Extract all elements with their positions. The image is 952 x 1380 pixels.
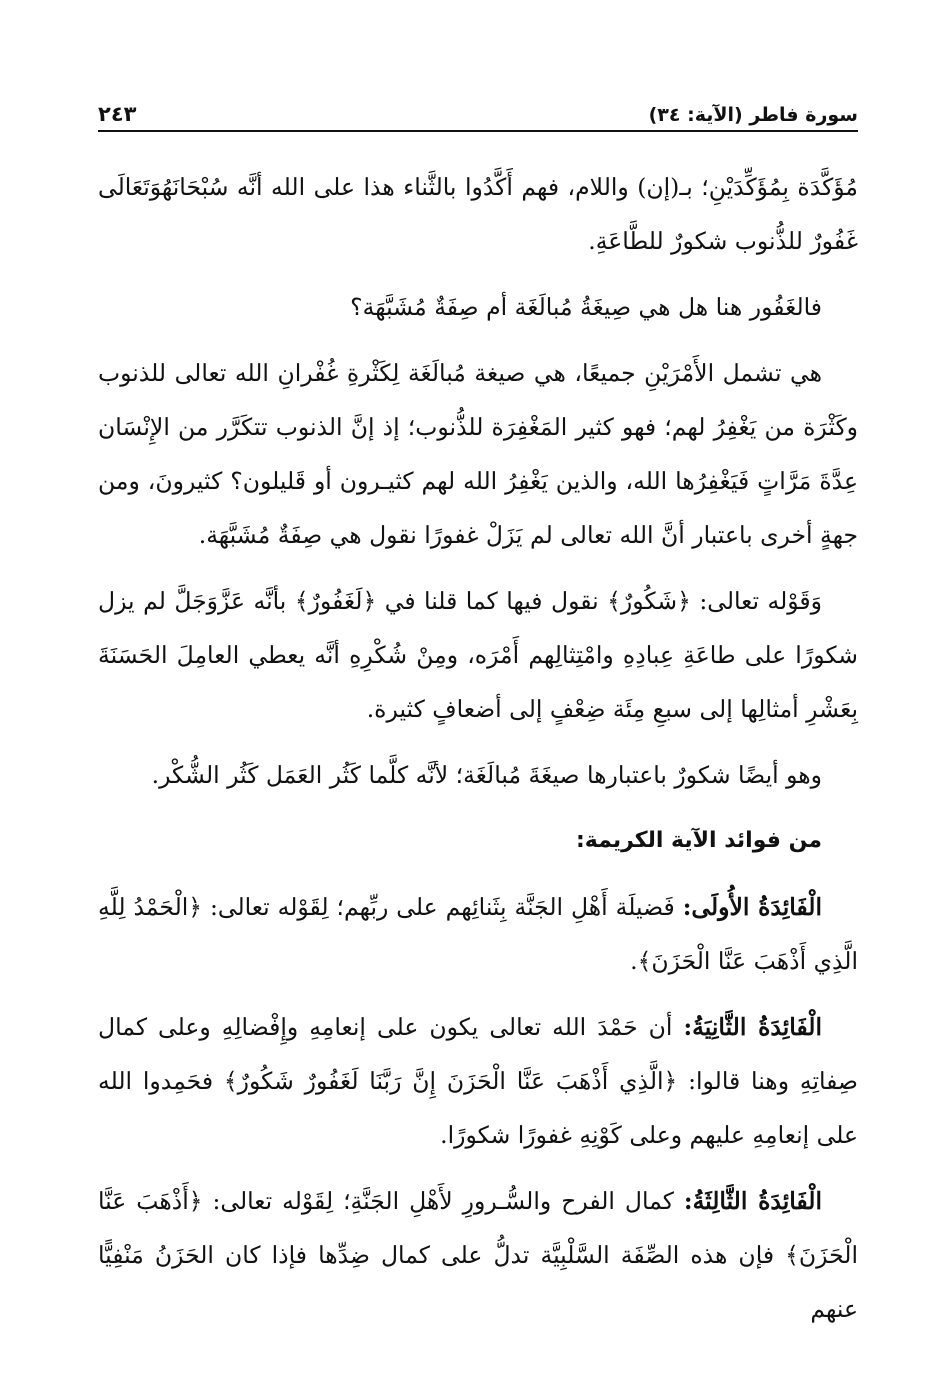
surah-title: سورة فاطر (الآية: ٣٤) — [648, 104, 858, 126]
benefit-3-text: كمال الفرح والسُّـرورِ لأَهْلِ الجَنَّةِ؛ لِقَوْله تعالى: ﴿أَذْهَبَ عَنَّا الْحَزَنَ﴾ فإن هذه الصِّفَة السَّلْبِيَّة تدلُّ على كمال ضِدِّها فإذا كان الحَزَنُ مَنْفِيًّا عنهم — [98, 1187, 858, 1323]
benefit-1 — [98, 880, 858, 988]
page-number: ٢٤٣ — [98, 102, 137, 126]
benefit-1-term: الْفَائِدَةُ الأُولَى: — [682, 893, 822, 921]
paragraph-3: هي تشمل الأَمْرَيْنِ جميعًا، هي صيغة مُبالَغَة لِكَثْرةِ غُفْرانِ الله تعالى للذنوب وكَثْرَة من يَغْفِرُ لهم؛ فهو كثير المَغْفِرَة للذُّنوب؛ إذ إنَّ الذنوب تتكَرَّر من الإِنْسَان عِدَّةَ مَرَّاتٍ فَيَغْفِرُها الله، والذين يَغْفِرُ الله لهم كثيـرون أو قَليلون؟ كثيرونَ، ومن جهةٍ أخرى باعتبار أنَّ الله تعالى لم يَزَلْ غفورًا نقول هي صِفَةٌ مُشَبَّهَة. — [98, 359, 858, 549]
benefit-2-text: أن حَمْدَ الله تعالى يكون على إنعامِهِ وإِفْضالِهِ وعلى كمال صِفاتِهِ وهنا قالوا: ﴿الَّذِي أَذْهَبَ عَنَّا الْحَزَنَ إِنَّ رَبَّنَا لَغَفُورٌ شَكُورٌ﴾ فحَمِدوا الله على إنعامِهِ عليهم وعلى كَوْنِهِ غفورًا شكورًا. — [98, 1013, 858, 1149]
page-body — [98, 160, 858, 1348]
section-heading: من فوائد الآية الكريمة: — [575, 828, 822, 853]
paragraph-2: فالغَفُور هنا هل هي صِيغَةُ مُبالَغَة أم صِفَةٌ مُشَبَّهَة؟ — [350, 293, 822, 321]
benefit-1-text: فَضيلَة أَهْلِ الجَنَّة بِثَنائِهم على ربِّهم؛ لِقَوْله تعالى: ﴿الْحَمْدُ لِلَّهِ الَّذِي أَذْهَبَ عَنَّا الْحَزَنَ﴾. — [98, 893, 858, 975]
benefit-2 — [98, 1000, 858, 1162]
paragraph-4: وَقَوْله تعالى: ﴿شَكُورٌ﴾ نقول فيها كما قلنا في ﴿لَغَفُورٌ﴾ بأنَّه عَزَّوَجَلَّ لم يزل شكورًا على طاعَةِ عِبادِهِ وامْتِثالِهم أَمْرَه، ومِنْ شُكْرِهِ أنَّه يعطي العامِلَ الحَسَنَةَ بِعَشْرِ أمثالِها إلى سبعِ مِئَة ضِعْفٍ إلى أضعافٍ كثيرة. — [98, 587, 858, 723]
paragraph-1: مُؤَكَّدَة بِمُؤَكِّدَيْنِ؛ بـ(إن) واللام، فهم أَكَّدُوا بالثَّناء هذا على الله أنَّه سُبْحَانَهُوَتَعَالَى غَفُورٌ للذُّنوب شكورٌ للطَّاعَةِ. — [98, 173, 858, 255]
benefit-3-term: الْفَائِدَةُ الثَّالِثَةُ: — [683, 1187, 822, 1215]
benefit-2-term: الْفَائِدَةُ الثَّانِيَةُ: — [683, 1013, 823, 1041]
paragraph-5: وهو أيضًا شكورٌ باعتبارها صيغَةَ مُبالَغَة؛ لأنَّه كلَّما كَثُر العَمَل كَثُر الشُّكْر. — [151, 761, 822, 789]
benefit-3 — [98, 1174, 858, 1336]
header-divider — [98, 130, 858, 132]
page-header — [98, 96, 858, 126]
